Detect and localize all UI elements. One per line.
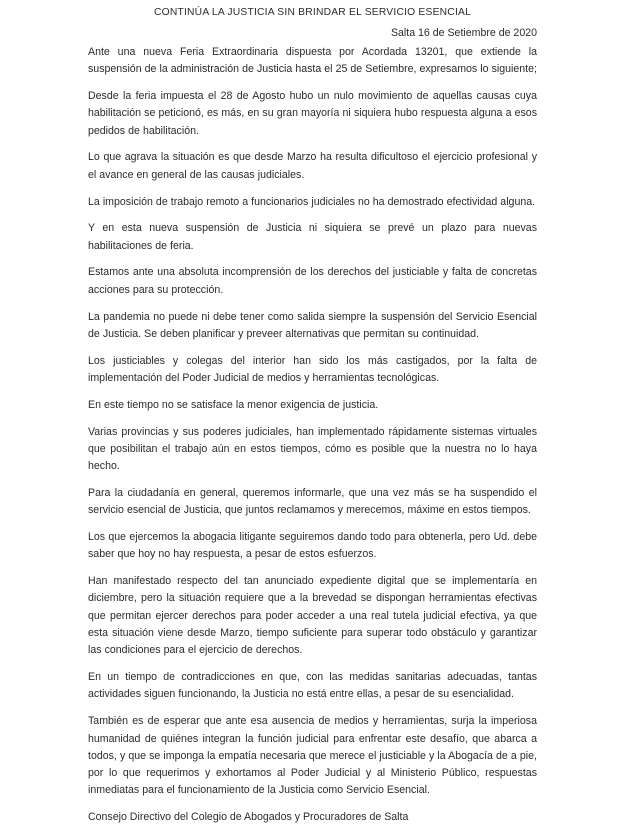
paragraph: Estamos ante una absoluta incomprensión de los derechos del justiciable y falta de concretas acciones para su protección. bbox=[88, 266, 537, 296]
paragraph: En este tiempo no se satisface la menor exigencia de justicia. bbox=[88, 398, 379, 411]
document-body bbox=[88, 44, 537, 826]
paragraph: Desde la feria impuesta el 28 de Agosto hubo un nulo movimiento de aquellas causas cuya habilitación se peticionó, es más, en su gran mayoría ni siquiera hubo respuesta alguna a esos pedidos de habilitación. bbox=[88, 90, 537, 137]
paragraph: Para la ciudadanía en general, queremos informarle, que una vez más se ha suspendido el servicio esencial de Justicia, que juntos reclamamos y merecemos, máxime en estos tiempos. bbox=[88, 486, 537, 517]
paragraph: La pandemia no puede ni debe tener como salida siempre la suspensión del Servicio Esencial de Justicia. Se deben planificar y preveer alternativas que permitan su continuidad. bbox=[88, 310, 537, 340]
paragraph: Y en esta nueva suspensión de Justicia ni siquiera se prevé un plazo para nuevas habilitaciones de feria. bbox=[88, 222, 537, 252]
paragraph: Varias provincias y sus poderes judiciales, han implementado rápidamente sistemas virtuales que posibilitan el trabajo aún en estos tiempos, cómo es posible que la nuestra no lo haya hecho. bbox=[88, 425, 537, 473]
paragraph: La imposición de trabajo remoto a funcionarios judiciales no ha demostrado efectividad alguna. bbox=[88, 195, 536, 208]
document-signature: Consejo Directivo del Colegio de Abogados y Procuradores de Salta bbox=[88, 811, 409, 824]
paragraph: Los justiciables y colegas del interior han sido los más castigados, por la falta de implementación del Poder Judicial de medios y herramientas tecnológicas. bbox=[88, 354, 537, 384]
document-date-line: Salta 16 de Setiembre de 2020 bbox=[390, 27, 537, 39]
document-title: CONTINÚA LA JUSTICIA SIN BRINDAR EL SERVICIO ESENCIAL bbox=[153, 7, 472, 18]
paragraph: Los que ejercemos la abogacia litigante seguiremos dando todo para obtenerla, pero Ud. debe saber que hoy no hay respuesta, a pesar de estos esfuerzos. bbox=[88, 531, 537, 561]
paragraph: En un tiempo de contradicciones en que, con las medidas sanitarias adecuadas, tantas actividades siguen funcionando, la Justicia no está entre ellas, a pesar de su esencialidad. bbox=[88, 671, 537, 701]
paragraph: También es de esperar que ante esa ausencia de medios y herramientas, surja la imperiosa humanidad de quiénes integran la función judicial para enfrentar este desafío, que abarca a todos, y que se imponga la empatía necesaria que merece el justiciable y la Abogacía de a pie, por lo que requerimos y exhortamos al Poder Judicial y al Ministerio Público, respuestas inmediatas para el funcionamiento de la Justicia como Servicio Esencial. bbox=[88, 715, 537, 797]
paragraph: Ante una nueva Feria Extraordinaria dispuesta por Acordada 13201, que extiende la suspensión de la administración de Justicia hasta el 25 de Setiembre, expresamos lo siguiente; bbox=[88, 46, 537, 76]
paragraph: Lo que agrava la situación es que desde Marzo ha resulta dificultoso el ejercicio profesional y el avance en general de las causas judiciales. bbox=[88, 151, 537, 181]
paragraph: Han manifestado respecto del tan anunciado expediente digital que se implementaría en diciembre, pero la situación requiere que a la brevedad se dispongan herramientas efectivas que permitan ejercer derechos para poder acceder a una real tutela judicial efectiva, ya que esta situación viene desde Marzo, tiempo suficiente para superar todo obstáculo y garantizar las condiciones para el ejercicio de derechos. bbox=[88, 575, 537, 657]
